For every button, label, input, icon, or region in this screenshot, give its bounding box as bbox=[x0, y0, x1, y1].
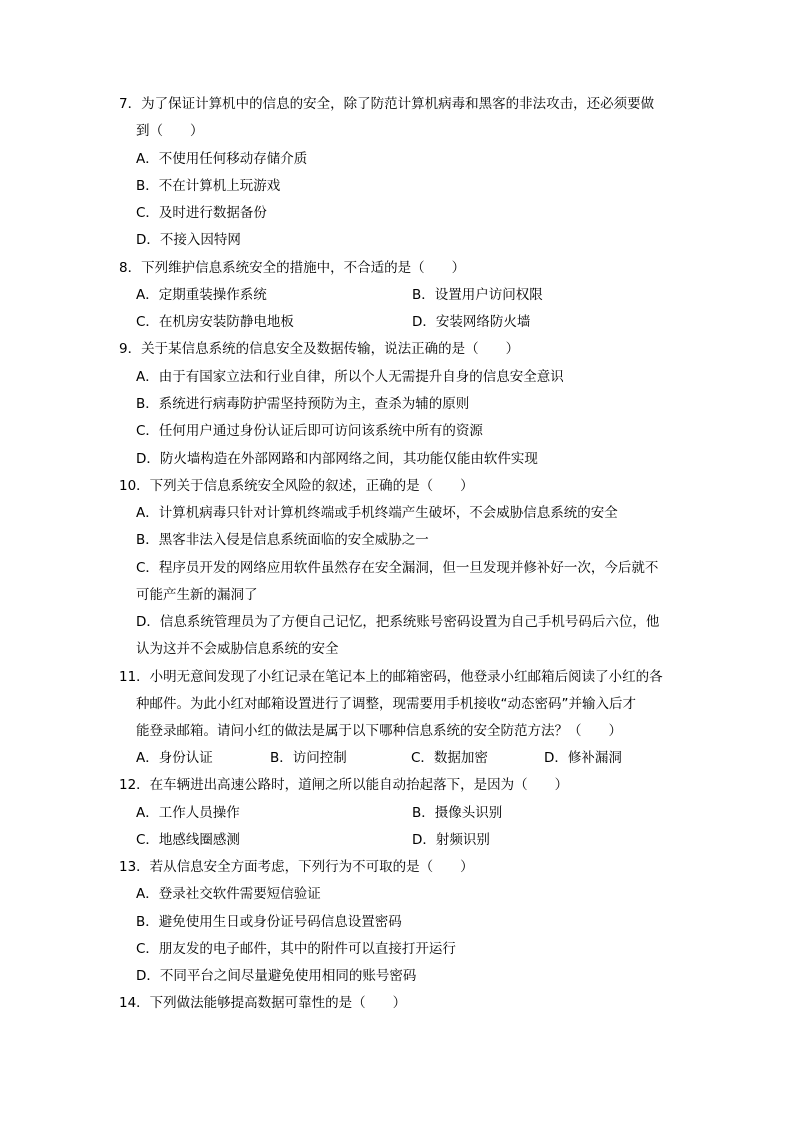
question-10-option-d-line-1: D．信息系统管理员为了方便自己记忆，把系统账号密码设置为自己手机号码后六位，他 bbox=[136, 614, 660, 630]
question-11-stem-line-2: 种邮件。为此小红对邮箱设置进行了调整，现需要用手机接收“动态密码”并输入后才 bbox=[136, 696, 636, 712]
question-9-option-d: D．防火墙构造在外部网路和内部网络之间，其功能仅能由软件实现 bbox=[136, 451, 538, 467]
question-9-option-c: C．任何用户通过身份认证后即可访问该系统中所有的资源 bbox=[136, 423, 483, 439]
question-12-option-d: D．射频识别 bbox=[412, 832, 490, 848]
question-11-stem-line-1: 11．小明无意间发现了小红记录在笔记本上的邮箱密码，他登录小红邮箱后阅读了小红的各 bbox=[119, 669, 663, 685]
question-8-option-c: C．在机房安装防静电地板 bbox=[136, 314, 294, 330]
question-9-option-a: A．由于有国家立法和行业自律，所以个人无需提升自身的信息安全意识 bbox=[136, 369, 564, 385]
question-8-option-b: B．设置用户访问权限 bbox=[412, 287, 543, 303]
question-8-option-a: A．定期重装操作系统 bbox=[136, 287, 267, 303]
question-7-option-a: A．不使用任何移动存储介质 bbox=[136, 151, 308, 167]
question-7-option-d: D．不接入因特网 bbox=[136, 232, 241, 248]
question-10-option-a: A．计算机病毒只针对计算机终端或手机终端产生破坏，不会威胁信息系统的安全 bbox=[136, 505, 618, 521]
question-12-option-b: B．摄像头识别 bbox=[412, 805, 503, 821]
question-11-option-a: A．身份认证 bbox=[136, 750, 213, 766]
question-10-option-d-line-2: 认为这并不会威胁信息系统的安全 bbox=[136, 641, 339, 657]
question-10-option-c-line-2: 可能产生新的漏洞了 bbox=[136, 587, 258, 603]
question-12-option-c: C．地感线圈感测 bbox=[136, 832, 240, 848]
question-10-option-b: B．黑客非法入侵是信息系统面临的安全威胁之一 bbox=[136, 532, 429, 548]
question-7-option-c: C．及时进行数据备份 bbox=[136, 205, 267, 221]
question-12-stem: 12．在车辆进出高速公路时，道闸之所以能自动抬起落下，是因为（ ） bbox=[119, 777, 569, 793]
question-14-stem: 14．下列做法能够提高数据可靠性的是（ ） bbox=[119, 995, 407, 1011]
question-13-option-a: A．登录社交软件需要短信验证 bbox=[136, 886, 321, 902]
question-13-option-b: B．避免使用生日或身份证号码信息设置密码 bbox=[136, 914, 402, 930]
question-9-stem: 9．关于某信息系统的信息安全及数据传输，说法正确的是（ ） bbox=[119, 341, 520, 357]
question-13-option-c: C．朋友发的电子邮件，其中的附件可以直接打开运行 bbox=[136, 941, 456, 957]
question-8-option-d: D．安装网络防火墙 bbox=[412, 314, 531, 330]
question-8-stem: 8．下列维护信息系统安全的措施中，不合适的是（ ） bbox=[119, 260, 466, 276]
question-9-option-b: B．系统进行病毒防护需坚持预防为主，查杀为辅的原则 bbox=[136, 396, 470, 412]
question-12-option-a: A．工作人员操作 bbox=[136, 805, 240, 821]
question-11-option-c: C．数据加密 bbox=[411, 750, 488, 766]
question-11-option-d: D．修补漏洞 bbox=[544, 750, 622, 766]
question-7-stem-line-2: 到（ ） bbox=[136, 123, 204, 139]
question-10-stem: 10．下列关于信息系统安全风险的叙述，正确的是（ ） bbox=[119, 478, 474, 494]
question-13-option-d: D．不同平台之间尽量避免使用相同的账号密码 bbox=[136, 968, 417, 984]
question-11-stem-line-3: 能登录邮箱。请问小红的做法是属于以下哪种信息系统的安全防范方法？（ ） bbox=[136, 723, 622, 739]
question-7-stem-line-1: 7．为了保证计算机中的信息的安全，除了防范计算机病毒和黑客的非法攻击，还必须要做 bbox=[119, 96, 655, 112]
question-10-option-c-line-1: C．程序员开发的网络应用软件虽然存在安全漏洞，但一旦发现并修补好一次，今后就不 bbox=[136, 560, 659, 576]
question-11-option-b: B．访问控制 bbox=[270, 750, 347, 766]
question-13-stem: 13．若从信息安全方面考虑，下列行为不可取的是（ ） bbox=[119, 859, 474, 875]
question-7-option-b: B．不在计算机上玩游戏 bbox=[136, 178, 281, 194]
